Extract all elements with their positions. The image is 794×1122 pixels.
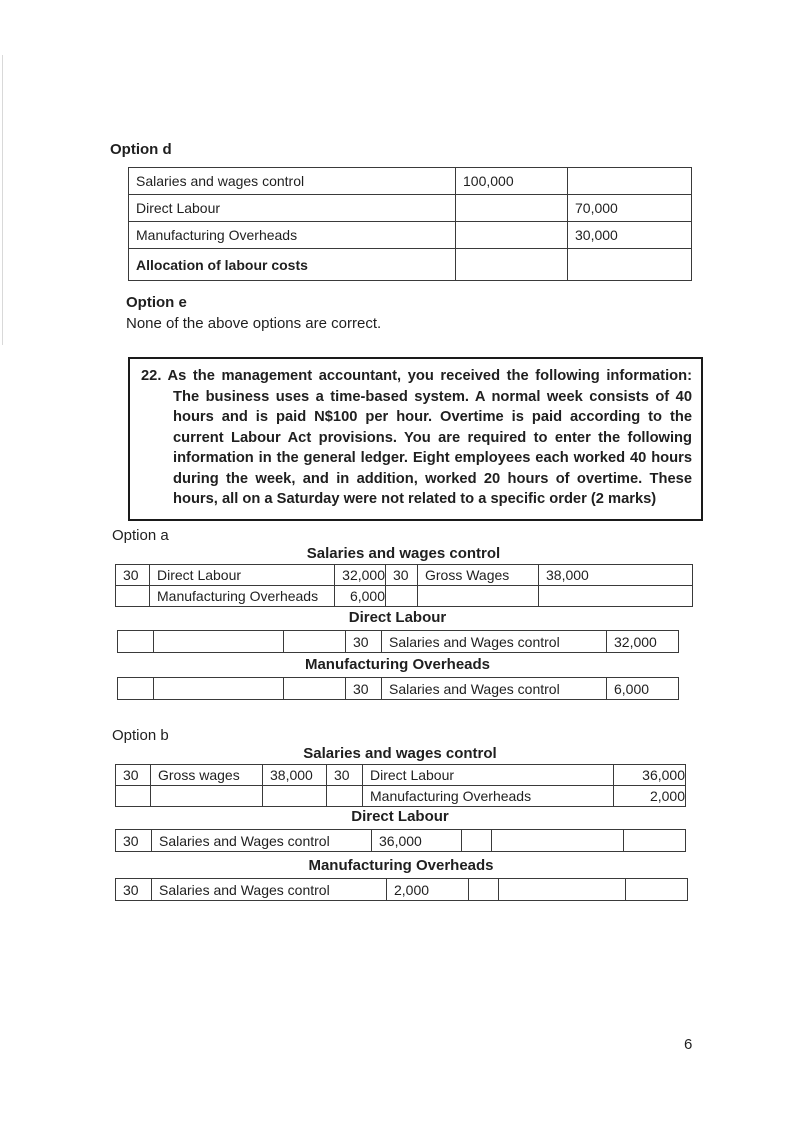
table-cell: Gross Wages xyxy=(418,565,539,586)
table-cell: 30 xyxy=(327,765,363,786)
table-cell: 30 xyxy=(116,830,152,852)
scan-edge-artifact xyxy=(2,55,3,345)
table-row xyxy=(129,222,692,249)
table-row xyxy=(118,631,679,653)
table-cell: 30 xyxy=(116,879,152,901)
table-cell: Direct Labour xyxy=(150,565,335,586)
page-number: 6 xyxy=(684,1036,693,1053)
table-cell: Manufacturing Overheads xyxy=(150,586,335,607)
table-cell: 30 xyxy=(346,678,382,700)
table-row xyxy=(129,168,692,195)
table-cell: 6,000 xyxy=(607,678,679,700)
table-row xyxy=(116,830,686,852)
table-cell: 36,000 xyxy=(614,765,686,786)
table-row xyxy=(129,249,692,281)
table-row xyxy=(118,678,679,700)
table-cell: 70,000 xyxy=(568,195,692,222)
table-row xyxy=(116,879,688,901)
table-cell: Salaries and Wages control xyxy=(382,631,607,653)
table-cell: Manufacturing Overheads xyxy=(363,786,614,807)
table-cell xyxy=(116,786,151,807)
table-cell xyxy=(499,879,626,901)
option-a-swc-section xyxy=(115,545,692,607)
table-cell: Salaries and Wages control xyxy=(152,879,387,901)
table-cell xyxy=(284,631,346,653)
table-cell: Gross wages xyxy=(151,765,263,786)
table-cell: 30 xyxy=(116,765,151,786)
table-cell: 38,000 xyxy=(539,565,693,586)
option-b-swc-section xyxy=(115,745,685,807)
table-cell: 6,000 xyxy=(335,586,386,607)
table-cell: 30 xyxy=(346,631,382,653)
table-cell xyxy=(456,222,568,249)
table-cell xyxy=(418,586,539,607)
table-cell: 32,000 xyxy=(607,631,679,653)
option-b-mo-table xyxy=(115,878,688,901)
table-cell: Salaries and wages control xyxy=(129,168,456,195)
question-text xyxy=(141,366,692,510)
question-body: As the management accountant, you received the following information: The business uses a time-based system. A normal week consists of 40 hours and is paid N$100 per hour. Overtime is paid according to the current Labour Act provisions. You are required to enter the following information in the general ledger. Eight employees each worked 40 hours during the week, and in addition, worked 20 hours of overtime. These hours, all on a Saturday were not related to a specific order (2 marks) xyxy=(167,368,692,507)
option-d-label: Option d xyxy=(110,141,172,158)
table-row xyxy=(116,786,686,807)
question-number: 22. xyxy=(141,368,162,384)
table-cell xyxy=(151,786,263,807)
table-cell: Salaries and Wages control xyxy=(382,678,607,700)
table-cell: 32,000 xyxy=(335,565,386,586)
option-b-dl-table xyxy=(115,829,686,852)
table-cell: Salaries and Wages control xyxy=(152,830,372,852)
table-cell: Allocation of labour costs xyxy=(129,249,456,281)
table-cell xyxy=(626,879,688,901)
table-cell xyxy=(624,830,686,852)
option-b-dl-section xyxy=(115,808,685,852)
option-d-table xyxy=(128,167,692,281)
option-a-mo-table xyxy=(117,677,679,700)
ledger-title: Salaries and wages control xyxy=(306,545,501,562)
ledger-title: Manufacturing Overheads xyxy=(304,656,491,673)
table-cell xyxy=(154,631,284,653)
table-cell xyxy=(284,678,346,700)
ledger-title: Manufacturing Overheads xyxy=(308,857,494,874)
option-a-dl-table xyxy=(117,630,679,653)
table-cell xyxy=(263,786,327,807)
table-cell xyxy=(386,586,418,607)
ledger-title: Salaries and wages control xyxy=(303,745,497,762)
table-cell xyxy=(118,678,154,700)
table-cell: 100,000 xyxy=(456,168,568,195)
table-cell xyxy=(118,631,154,653)
table-cell xyxy=(469,879,499,901)
option-a-mo-section xyxy=(117,656,678,700)
option-b-swc-table xyxy=(115,764,686,807)
table-cell: 30 xyxy=(116,565,150,586)
ledger-title: Direct Labour xyxy=(351,808,449,825)
option-a-swc-table xyxy=(115,564,693,607)
table-cell xyxy=(492,830,624,852)
option-e-label: Option e xyxy=(126,294,187,311)
option-a-dl-section xyxy=(117,609,678,653)
table-cell: 2,000 xyxy=(614,786,686,807)
option-e-text: None of the above options are correct. xyxy=(126,315,382,332)
table-cell: 36,000 xyxy=(372,830,462,852)
table-row xyxy=(116,586,693,607)
table-cell: 2,000 xyxy=(387,879,469,901)
table-cell: Manufacturing Overheads xyxy=(129,222,456,249)
table-cell xyxy=(456,249,568,281)
option-a-label: Option a xyxy=(112,527,169,544)
table-row xyxy=(129,195,692,222)
table-cell: Direct Labour xyxy=(129,195,456,222)
table-cell: 30 xyxy=(386,565,418,586)
table-cell: 30,000 xyxy=(568,222,692,249)
table-row xyxy=(116,565,693,586)
table-cell xyxy=(116,586,150,607)
table-cell xyxy=(456,195,568,222)
table-cell xyxy=(568,168,692,195)
table-cell xyxy=(539,586,693,607)
option-b-label: Option b xyxy=(112,727,169,744)
table-cell: Direct Labour xyxy=(363,765,614,786)
option-b-mo-section xyxy=(115,857,687,901)
table-cell xyxy=(327,786,363,807)
question-box xyxy=(128,357,703,521)
table-cell xyxy=(154,678,284,700)
table-cell: 38,000 xyxy=(263,765,327,786)
table-cell xyxy=(568,249,692,281)
table-cell xyxy=(462,830,492,852)
table-row xyxy=(116,765,686,786)
ledger-title: Direct Labour xyxy=(348,609,447,626)
